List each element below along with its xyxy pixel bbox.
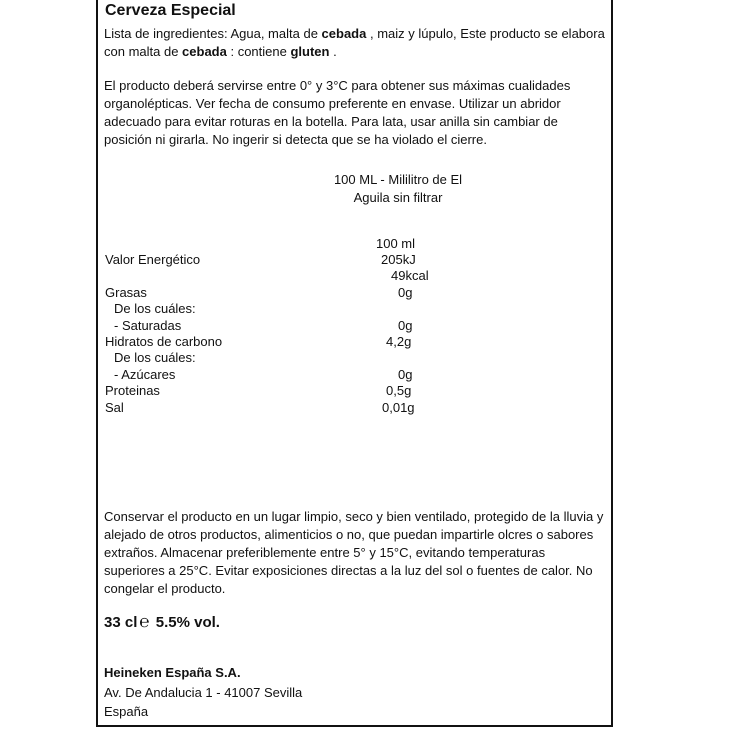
- serving-instructions: El producto deberá servirse entre 0° y 3°C para obtener sus máximas cualidades organolépticas. Ver fecha de consumo preferente en envase. Utilizar un abridor adecuado para evitar roturas en la botella. Para lata, usar anilla sin cambiar de posición ni girarla. No ingerir si detecta que se ha violado el cierre.: [104, 78, 571, 147]
- alcohol-content: 5.5% vol.: [155, 614, 220, 631]
- ingredients-mid: , maiz y lúpulo, Este producto se elabora con malta de: [104, 26, 605, 59]
- company-country: España: [104, 704, 149, 719]
- nutrition-row-label: - Azúcares: [114, 367, 176, 382]
- nutrition-row-value: 0,01g: [382, 400, 415, 415]
- nutrition-row-value: 49kcal: [391, 268, 429, 283]
- nutrition-row-value: 0g: [398, 318, 413, 333]
- ingredients-text: [104, 25, 609, 61]
- nutrition-row-label: Proteinas: [105, 383, 160, 398]
- nutrition-row-label: Sal: [105, 400, 124, 415]
- nutrition-row-value: 205kJ: [381, 252, 416, 267]
- ingredients-suffix: .: [329, 44, 337, 59]
- nutrition-row-label: - Saturadas: [114, 318, 182, 333]
- volume-amount: 33 cl: [104, 614, 138, 631]
- ingredient-allergen-cebada: cebada: [321, 26, 367, 41]
- ingredient-allergen-cebada-2: cebada: [182, 44, 227, 59]
- volume-line: [104, 612, 220, 632]
- estimated-sign-icon: ℮: [139, 612, 150, 631]
- nutrition-row-label: Valor Energético: [105, 252, 201, 267]
- company-name: Heineken España S.A.: [104, 665, 241, 680]
- nutrition-header-line2: Aguila sin filtrar: [353, 190, 443, 205]
- nutrition-header-line1: 100 ML - Mililitro de El: [333, 172, 463, 187]
- nutrition-row-label: De los cuáles:: [114, 301, 196, 316]
- ingredient-allergen-gluten: gluten: [290, 44, 330, 59]
- nutrition-row-label: Grasas: [105, 285, 147, 300]
- nutrition-row-label: Hidratos de carbono: [105, 334, 223, 349]
- nutrition-row-value: 4,2g: [386, 334, 412, 349]
- nutrition-column-header: 100 ml: [376, 236, 416, 251]
- company-address: Av. De Andalucia 1 - 41007 Sevilla: [104, 685, 303, 700]
- ingredients-prefix: Lista de ingredientes: Agua, malta de: [104, 26, 322, 41]
- storage-instructions: Conservar el producto en un lugar limpio, seco y bien ventilado, protegido de la lluvia y alejado de otros productos, alimenticios o no, que puedan impartirle olcres o sabores extraños. Almacenar preferiblemente entre 5° y 15°C, evitando temperaturas superiores a 25°C. Evitar exposiciones directas a la luz del sol o fuentes de calor. No congelar el producto.: [104, 509, 604, 596]
- product-title: Cerveza Especial: [105, 2, 236, 19]
- nutrition-row-value: 0,5g: [386, 383, 412, 398]
- nutrition-row-value: 0g: [398, 367, 413, 382]
- nutrition-row-value: 0g: [398, 285, 413, 300]
- nutrition-row-label: De los cuáles:: [114, 350, 196, 365]
- ingredients-mid2: : contiene: [226, 44, 291, 59]
